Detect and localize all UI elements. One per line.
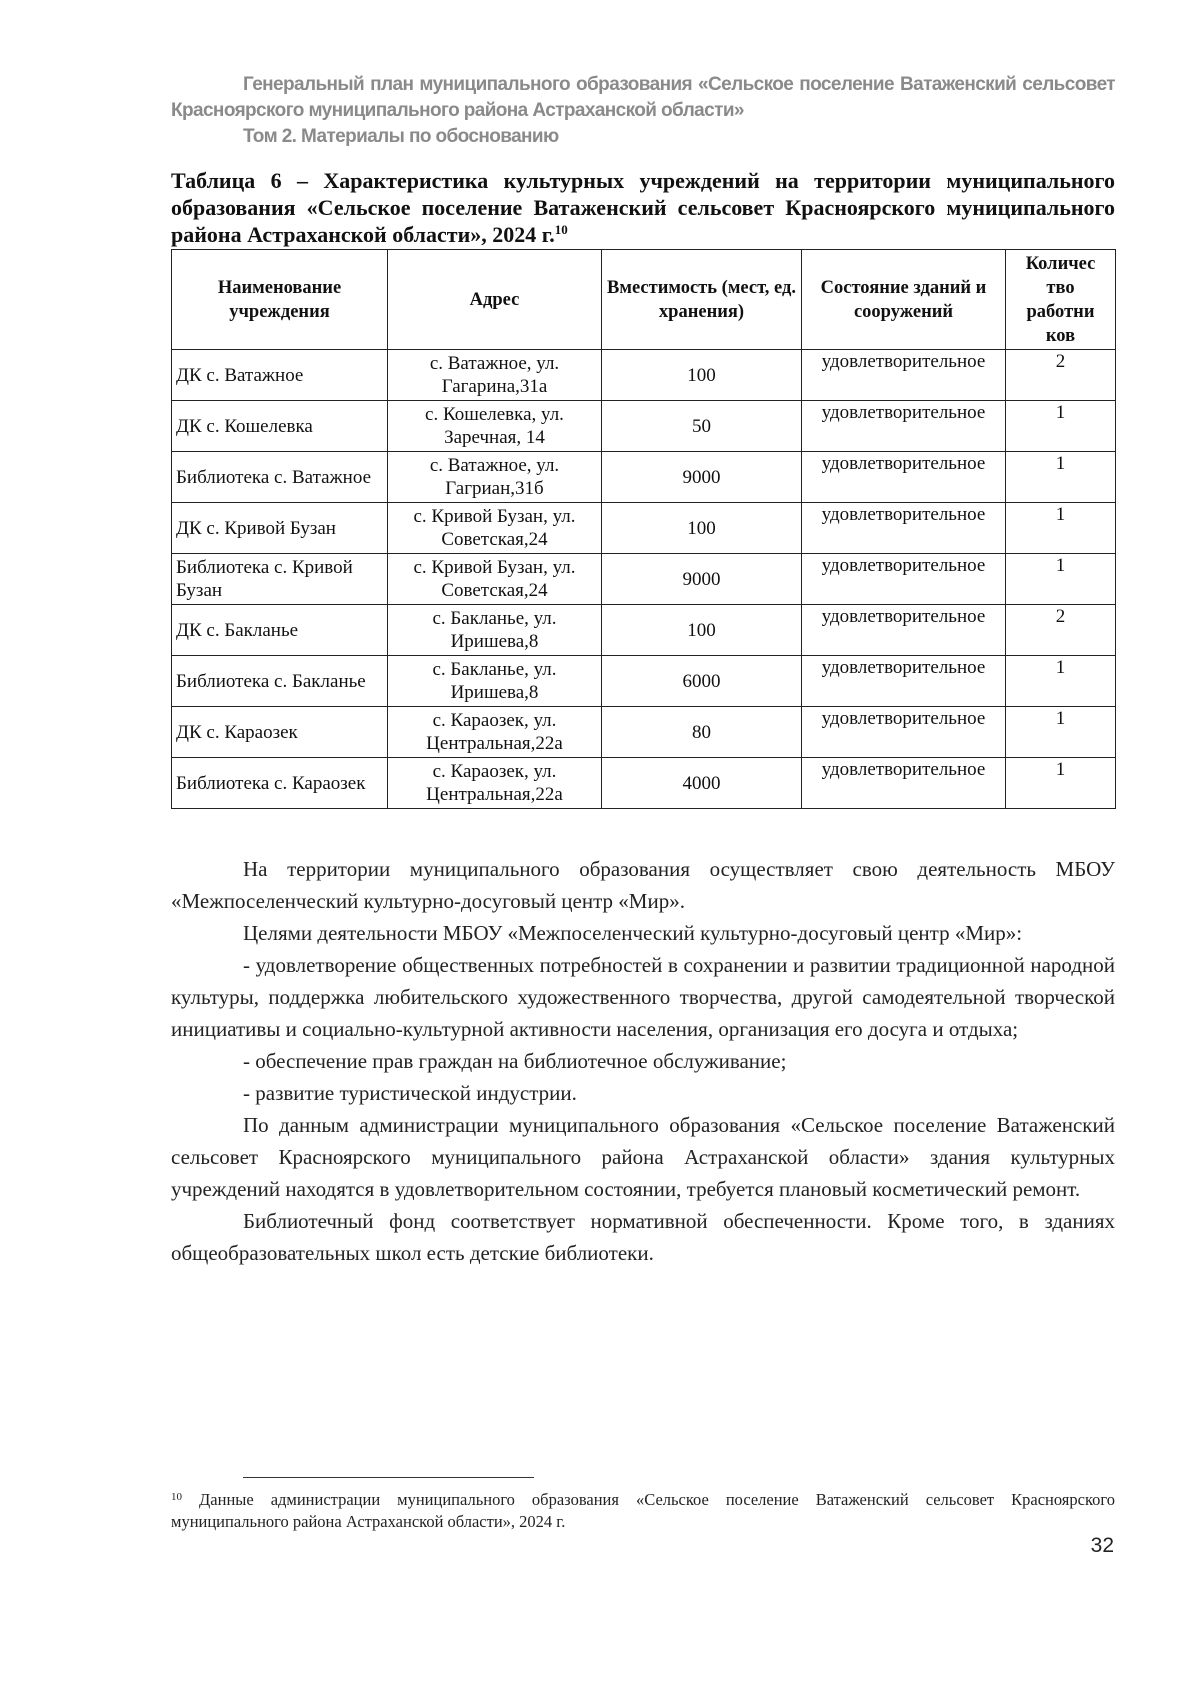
cell-address: с. Кривой Бузан, ул. Советская,24 — [388, 554, 602, 605]
header-title: Генеральный план муниципального образования «Сельское поселение Ватаженский сельсовет Красноярского муниципального района Астраханской области» — [171, 74, 1115, 121]
cell-address: с. Караозек, ул. Центральная,22а — [388, 758, 602, 809]
paragraph: - обеспечение прав граждан на библиотечное обслуживание; — [243, 1049, 787, 1073]
page-number: 32 — [1090, 1534, 1114, 1557]
cell-name: ДК с. Кривой Бузан — [172, 503, 388, 554]
cell-state: удовлетворительное — [802, 707, 1006, 758]
paragraph: - удовлетворение общественных потребностей в сохранении и развитии традиционной народной культуры, поддержка любительского художественного творчества, другой самодеятельной творческой инициативы и социально-культурной активности населения, организация его досуга и отдыха; — [171, 953, 1115, 1041]
column-header-capacity: Вместимость (мест, ед. хранения) — [602, 250, 802, 350]
table-row — [172, 758, 1116, 809]
cell-name: ДК с. Караозек — [172, 707, 388, 758]
cell-staff: 1 — [1006, 656, 1116, 707]
cell-state: удовлетворительное — [802, 554, 1006, 605]
cell-capacity: 100 — [602, 350, 802, 401]
running-header — [171, 72, 1115, 150]
cell-staff: 1 — [1006, 452, 1116, 503]
cell-address: с. Караозек, ул. Центральная,22а — [388, 707, 602, 758]
paragraph: Целями деятельности МБОУ «Межпоселенческий культурно-досуговый центр «Мир»: — [243, 921, 1023, 945]
footnote-divider — [243, 1477, 534, 1478]
cell-name: ДК с. Бакланье — [172, 605, 388, 656]
cell-state: удовлетворительное — [802, 605, 1006, 656]
cell-staff: 1 — [1006, 707, 1116, 758]
cell-staff: 1 — [1006, 503, 1116, 554]
cell-capacity: 4000 — [602, 758, 802, 809]
cell-capacity: 50 — [602, 401, 802, 452]
cell-address: с. Кривой Бузан, ул. Советская,24 — [388, 503, 602, 554]
table-row — [172, 554, 1116, 605]
table-row — [172, 605, 1116, 656]
table-row — [172, 401, 1116, 452]
body-text — [171, 853, 1115, 1269]
table-caption — [171, 167, 1115, 248]
column-header-state: Состояние зданий и сооружений — [802, 250, 1006, 350]
footnote-text: Данные администрации муниципального образования «Сельское поселение Ватаженский сельсовет Красноярского муниципального района Астраханской области», 2024 г. — [171, 1490, 1116, 1531]
cell-capacity: 9000 — [602, 452, 802, 503]
cell-staff: 1 — [1006, 401, 1116, 452]
table-row — [172, 350, 1116, 401]
cell-state: удовлетворительное — [802, 758, 1006, 809]
cell-name: ДК с. Ватажное — [172, 350, 388, 401]
cell-staff: 1 — [1006, 554, 1116, 605]
cell-state: удовлетворительное — [802, 350, 1006, 401]
cell-name: Библиотека с. Ватажное — [172, 452, 388, 503]
cell-name: Библиотека с. Бакланье — [172, 656, 388, 707]
footnote-number: 10 — [171, 1491, 182, 1503]
column-header-address: Адрес — [388, 250, 602, 350]
cell-name: ДК с. Кошелевка — [172, 401, 388, 452]
cultural-institutions-table — [171, 249, 1116, 809]
cell-state: удовлетворительное — [802, 452, 1006, 503]
table-header-row — [172, 250, 1116, 350]
cell-name: Библиотека с. Кривой Бузан — [172, 554, 388, 605]
column-header-name: Наименование учреждения — [172, 250, 388, 350]
cell-staff: 2 — [1006, 350, 1116, 401]
paragraph: По данным администрации муниципального образования «Сельское поселение Ватаженский сельсовет Красноярского муниципального района Астраханской области» здания культурных учреждений находятся в удовлетворительном состоянии, требуется плановый косметический ремонт. — [171, 1113, 1115, 1201]
cell-address: с. Ватажное, ул. Гагарина,31а — [388, 350, 602, 401]
cell-staff: 2 — [1006, 605, 1116, 656]
cell-address: с. Бакланье, ул. Иришева,8 — [388, 656, 602, 707]
column-header-staff: Количес тво работни ков — [1006, 250, 1116, 350]
cell-address: с. Ватажное, ул. Гагриан,31б — [388, 452, 602, 503]
header-volume: Том 2. Материалы по обоснованию — [243, 126, 559, 147]
table-caption-text: Таблица 6 – Характеристика культурных учреждений на территории муниципального образования «Сельское поселение Ватаженский сельсовет Красноярского муниципального района Астраханской области», 2024 г. — [171, 168, 1115, 247]
paragraph: Библиотечный фонд соответствует нормативной обеспеченности. Кроме того, в зданиях общеобразовательных школ есть детские библиотеки. — [171, 1209, 1115, 1265]
cell-state: удовлетворительное — [802, 503, 1006, 554]
table-row — [172, 452, 1116, 503]
cell-capacity: 80 — [602, 707, 802, 758]
table-row — [172, 503, 1116, 554]
cell-name: Библиотека с. Караозек — [172, 758, 388, 809]
paragraph: - развитие туристической индустрии. — [243, 1081, 577, 1105]
cell-capacity: 9000 — [602, 554, 802, 605]
cell-capacity: 100 — [602, 503, 802, 554]
cell-address: с. Бакланье, ул. Иришева,8 — [388, 605, 602, 656]
paragraph: На территории муниципального образования осуществляет свою деятельность МБОУ «Межпоселенческий культурно-досуговый центр «Мир». — [171, 857, 1115, 913]
cell-capacity: 6000 — [602, 656, 802, 707]
table-row — [172, 656, 1116, 707]
cell-address: с. Кошелевка, ул. Заречная, 14 — [388, 401, 602, 452]
cell-state: удовлетворительное — [802, 401, 1006, 452]
table-row — [172, 707, 1116, 758]
cell-staff: 1 — [1006, 758, 1116, 809]
cell-capacity: 100 — [602, 605, 802, 656]
footnote — [171, 1489, 1115, 1533]
cell-state: удовлетворительное — [802, 656, 1006, 707]
footnote-reference: 10 — [554, 222, 568, 237]
